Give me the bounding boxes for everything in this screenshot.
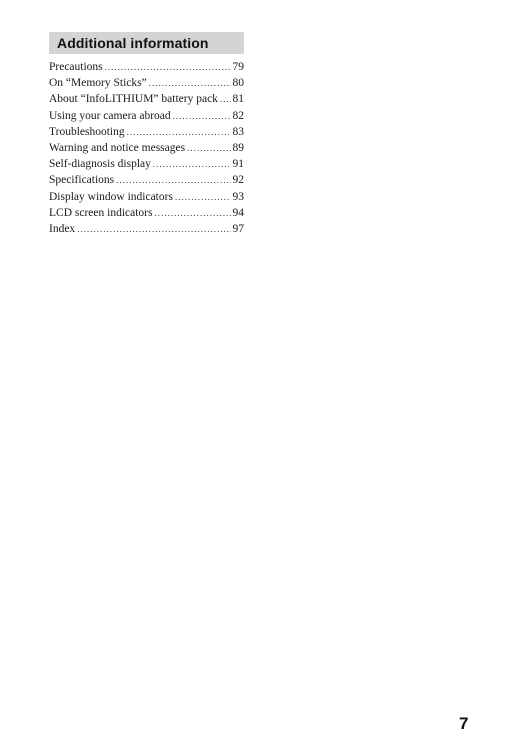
toc-dot-leader [173,108,231,124]
toc-dot-leader [116,172,230,188]
toc-entry-title: Troubleshooting [49,125,125,138]
toc-dot-leader [187,140,230,156]
toc-entry-page: 91 [232,158,244,171]
toc-dot-leader [105,59,231,75]
toc-entry-title: Display window indicators [49,190,173,203]
toc-entry-self-diagnosis[interactable] [49,156,244,172]
section-header [49,32,244,54]
toc-entry-page: 92 [232,174,244,187]
toc-entry-page: 81 [232,93,244,106]
toc-dot-leader [175,189,231,205]
toc-entry-page: 82 [232,109,244,122]
toc-entry-page: 97 [232,222,244,235]
toc-entry-title: About “InfoLITHIUM” battery pack [49,93,218,106]
table-of-contents [49,59,244,237]
toc-entry-page: 79 [232,61,244,73]
toc-dot-leader [154,205,230,221]
toc-dot-leader [153,156,231,172]
toc-entry-title: On “Memory Sticks” [49,77,147,90]
toc-entry-title: LCD screen indicators [49,206,153,219]
toc-entry-display-window[interactable] [49,189,244,205]
toc-entry-specifications[interactable] [49,172,244,188]
toc-entry-lcd-screen[interactable] [49,205,244,221]
toc-entry-title: Warning and notice messages [49,141,186,154]
toc-entry-title: Using your camera abroad [49,109,171,122]
toc-entry-precautions[interactable] [49,59,244,75]
toc-entry-memory-sticks[interactable] [49,75,244,91]
toc-entry-page: 83 [232,125,244,138]
toc-entry-title: Precautions [49,61,103,73]
toc-entry-battery-pack[interactable] [49,91,244,107]
toc-entry-title: Self-diagnosis display [49,158,151,171]
toc-entry-page: 80 [232,77,244,90]
toc-entry-page: 89 [232,141,244,154]
toc-entry-page: 93 [232,190,244,203]
page-number: 7 [459,714,469,733]
toc-entry-page: 94 [232,206,244,219]
toc-dot-leader [77,221,230,237]
toc-dot-leader [220,91,231,107]
toc-dot-leader [149,75,231,91]
section-title: Additional information [57,35,209,51]
toc-entry-camera-abroad[interactable] [49,108,244,124]
toc-entry-title: Index [49,222,76,235]
toc-dot-leader [127,124,231,140]
toc-entry-troubleshooting[interactable] [49,124,244,140]
toc-entry-title: Specifications [49,174,115,187]
toc-entry-warning-messages[interactable] [49,140,244,156]
toc-entry-index[interactable] [49,221,244,237]
